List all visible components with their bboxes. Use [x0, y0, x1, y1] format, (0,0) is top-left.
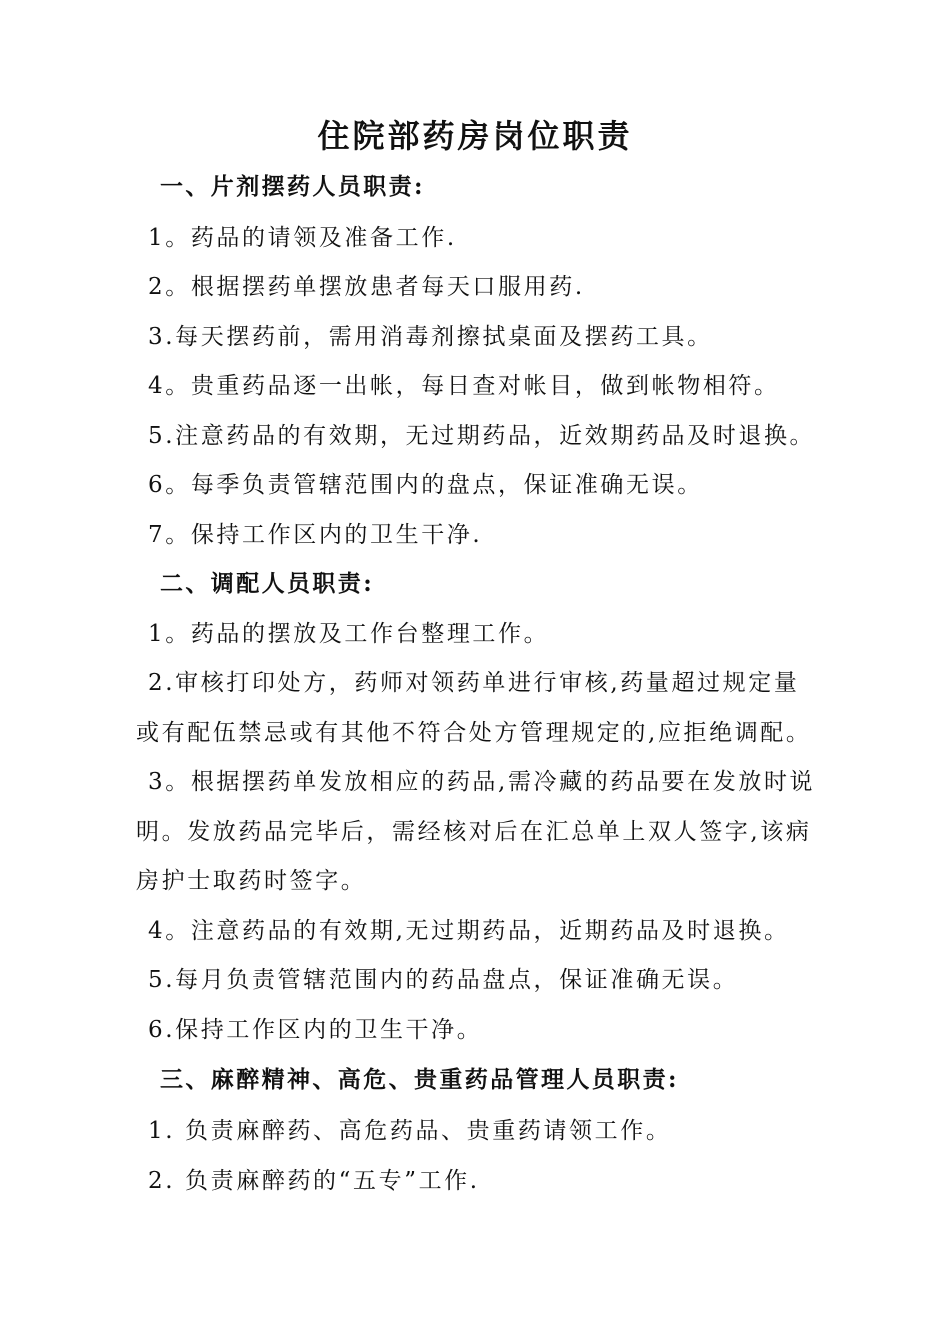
section-heading: 二、调配人员职责:	[160, 570, 375, 597]
list-item: 3.每天摆药前，需用消毒剂擦拭桌面及摆药工具。	[148, 324, 713, 350]
list-item: 5.注意药品的有效期，无过期药品，近效期药品及时退换。	[148, 423, 816, 449]
list-item: 4。注意药品的有效期,无过期药品，近期药品及时退换。	[148, 918, 790, 944]
list-item: 5.每月负责管辖范围内的药品盘点，保证准确无误。	[148, 967, 739, 993]
list-item: 6.保持工作区内的卫生干净。	[148, 1017, 483, 1043]
list-item: 3。根据摆药单发放相应的药品,需冷藏的药品要在发放时说	[148, 769, 816, 795]
list-item: 1。药品的摆放及工作台整理工作。	[148, 621, 550, 647]
list-item-continuation: 或有配伍禁忌或有其他不符合处方管理规定的,应拒绝调配。	[136, 720, 812, 746]
list-item: 6。每季负责管辖范围内的盘点，保证准确无误。	[148, 472, 703, 498]
list-item: 1. 负责麻醉药、高危药品、贵重药请领工作。	[148, 1118, 672, 1144]
list-item: 1。药品的请领及准备工作.	[148, 225, 457, 251]
list-item: 7。保持工作区内的卫生干净.	[148, 522, 483, 548]
list-item-continuation: 房护士取药时签字。	[136, 868, 367, 894]
document-title: 住院部药房岗位职责	[317, 117, 633, 155]
list-item: 2。根据摆药单摆放患者每天口服用药.	[148, 274, 585, 300]
list-item-continuation: 明。发放药品完毕后，需经核对后在汇总单上双人签字,该病	[136, 819, 812, 845]
section-heading: 一、片剂摆药人员职责:	[160, 173, 425, 200]
list-item: 2. 负责麻醉药的“五专”工作.	[148, 1168, 480, 1194]
section-heading: 三、麻醉精神、高危、贵重药品管理人员职责:	[160, 1066, 679, 1093]
list-item: 2.审核打印处方，药师对领药单进行审核,药量超过规定量	[148, 670, 800, 696]
list-item: 4。贵重药品逐一出帐，每日查对帐目，做到帐物相符。	[148, 373, 780, 399]
